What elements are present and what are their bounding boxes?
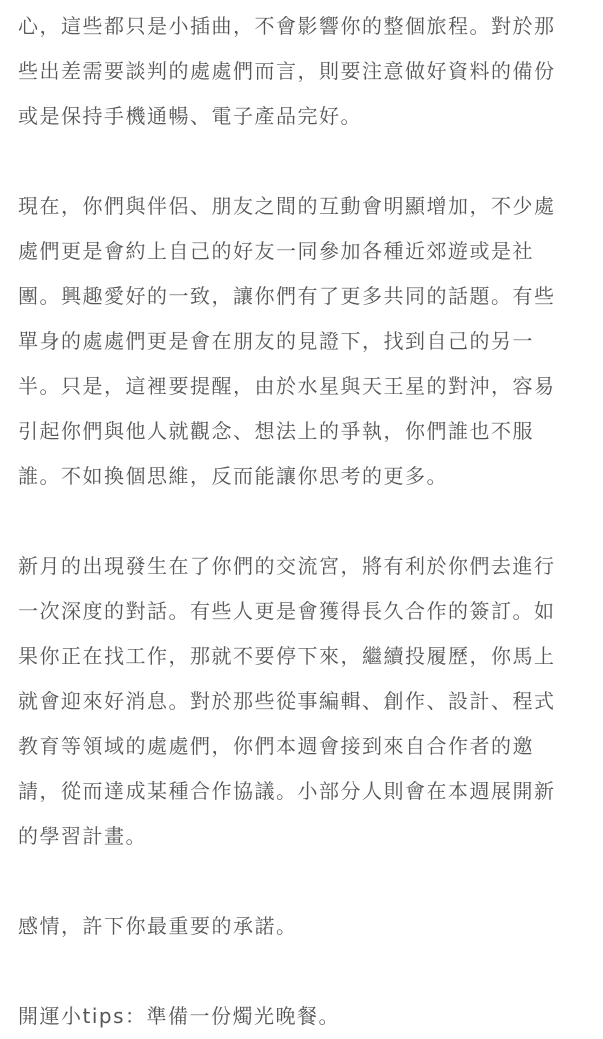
paragraph-1: [18, 4, 588, 139]
article-body: [18, 4, 588, 1039]
text-line: 引起你們與他人就觀念、想法上的爭執，你們誰也不服: [18, 419, 534, 443]
love-line: 感情，許下你最重要的承諾。: [18, 914, 298, 938]
tips-line: 開運小tips：準備一份燭光晚餐。: [18, 1004, 341, 1028]
text-line: 半。只是，這裡要提醒，由於水星與天王星的對沖，容易: [18, 374, 556, 398]
text-line: 就會迎來好消息。對於那些從事編輯、創作、設計、程式: [18, 689, 556, 713]
text-line: 心，這些都只是小插曲，不會影響你的整個旅程。對於那: [18, 14, 556, 38]
text-line: 些出差需要談判的處處們而言，則要注意做好資料的備份: [18, 59, 556, 83]
text-line: 誰。不如換個思維，反而能讓你思考的更多。: [18, 464, 448, 488]
text-line: 現在，你們與伴侶、朋友之間的互動會明顯增加，不少處: [18, 194, 556, 218]
paragraph-2: [18, 184, 588, 499]
text-line: 果你正在找工作，那就不要停下來，繼續投履歷，你馬上: [18, 644, 556, 668]
paragraph-spacer: [18, 859, 588, 904]
paragraph-3: [18, 544, 588, 859]
text-line: 團。興趣愛好的一致，讓你們有了更多共同的話題。有些: [18, 284, 556, 308]
paragraph-spacer: [18, 499, 588, 544]
text-line: 或是保持手機通暢、電子產品完好。: [18, 104, 362, 128]
paragraph-spacer: [18, 949, 588, 994]
text-line: 請，從而達成某種合作協議。小部分人則會在本週展開新: [18, 779, 556, 803]
love-paragraph: [18, 904, 588, 949]
text-line: 一次深度的對話。有些人更是會獲得長久合作的簽訂。如: [18, 599, 556, 623]
tips-paragraph: [18, 994, 588, 1039]
text-line: 單身的處處們更是會在朋友的見證下，找到自己的另一: [18, 329, 534, 353]
text-line: 新月的出現發生在了你們的交流宮，將有利於你們去進行: [18, 554, 556, 578]
text-line: 教育等領域的處處們，你們本週會接到來自合作者的邀: [18, 734, 534, 758]
paragraph-spacer: [18, 139, 588, 184]
text-line: 處們更是會約上自己的好友一同參加各種近郊遊或是社: [18, 239, 534, 263]
text-line: 的學習計畫。: [18, 824, 147, 848]
